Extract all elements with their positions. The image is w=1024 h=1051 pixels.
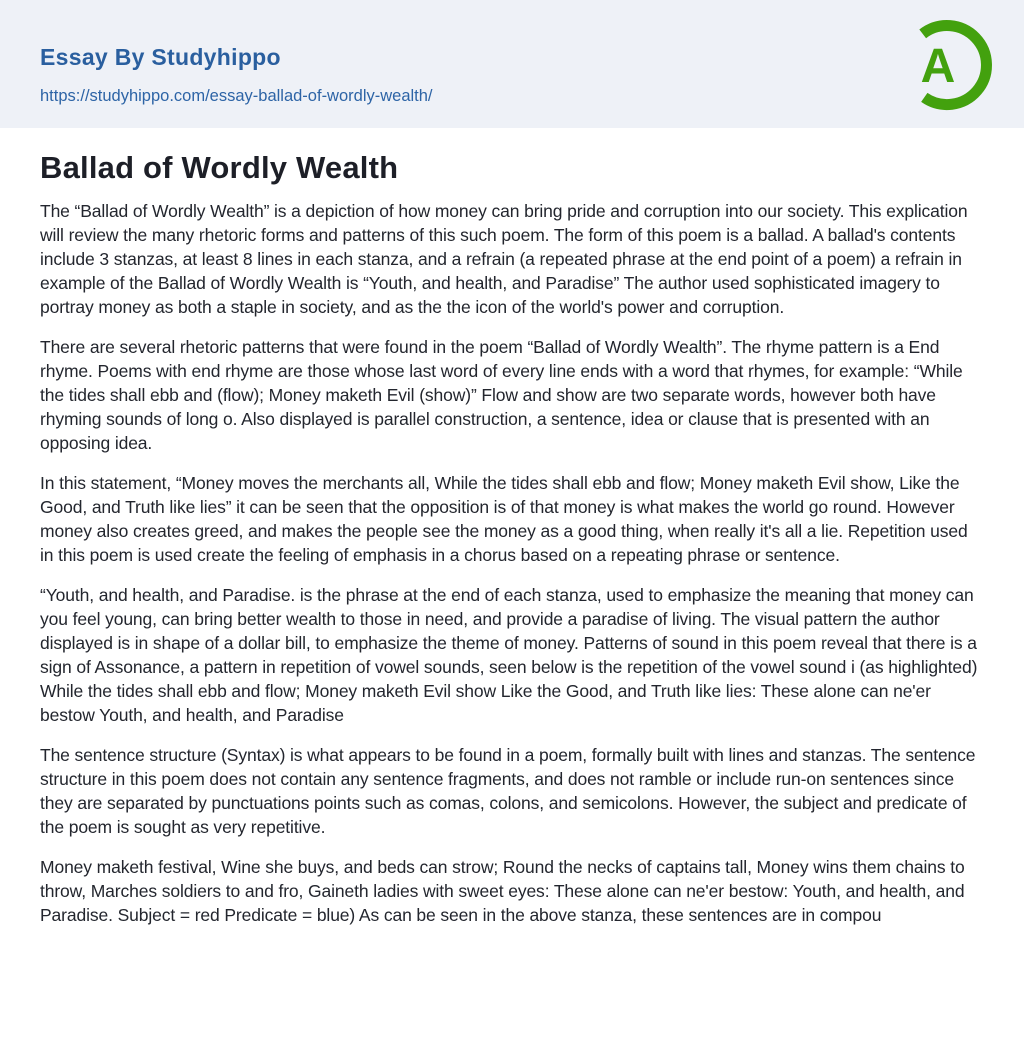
article-content [0, 128, 1024, 927]
essay-body [40, 199, 984, 927]
page-url-link[interactable]: https://studyhippo.com/essay-ballad-of-wordly-wealth/ [40, 87, 433, 105]
essay-paragraph: The sentence structure (Syntax) is what appears to be found in a poem, formally built with lines and stanzas. The sentence structure in this poem does not contain any sentence fragments, and does not ramble or include run-on sentences since they are separated by punctuations points such as comas, colons, and semicolons. However, the subject and predicate of the poem is sought as very repetitive. [40, 745, 976, 837]
page-header [0, 0, 1024, 128]
logo-letter: A [920, 40, 956, 93]
essay-paragraph: “Youth, and health, and Paradise. is the phrase at the end of each stanza, used to emphasize the meaning that money can you feel young, can bring better wealth to those in need, and provide a paradise of living. The visual pattern the author displayed is in shape of a dollar bill, to emphasize the theme of money. Patterns of sound in this poem reveal that there is a sign of Assonance, a pattern in repetition of vowel sounds, seen below is the repetition of the vowel sound i (as highlighted) While the tides shall ebb and flow; Money maketh Evil show Like the Good, and Truth like lies: These alone can ne'er bestow Youth, and health, and Paradise [40, 585, 978, 725]
essay-paragraph: The “Ballad of Wordly Wealth” is a depiction of how money can bring pride and corruption into our society. This explication will review the many rhetoric forms and patterns of this such poem. The form of this poem is a ballad. A ballad's contents include 3 stanzas, at least 8 lines in each stanza, and a refrain (a repeated phrase at the end point of a poem) a refrain in example of the Ballad of Wordly Wealth is “Youth, and health, and Paradise” The author used sophisticated imagery to portray money as both a staple in society, and as the the icon of the world's power and corruption. [40, 201, 968, 317]
site-label: Essay By Studyhippo [40, 44, 281, 70]
studyhippo-logo [901, 19, 993, 111]
essay-paragraph: In this statement, “Money moves the merchants all, While the tides shall ebb and flow; Money maketh Evil show, Like the Good, and Truth like lies” it can be seen that the opposition is of that money is what makes the world go round. However money also creates greed, and makes the people see the money as a good thing, when really it's all a lie. Repetition used in this poem is used create the feeling of emphasis in a chorus based on a repeating phrase or sentence. [40, 473, 968, 565]
essay-paragraph: Money maketh festival, Wine she buys, and beds can strow; Round the necks of captains tall, Money wins them chains to throw, Marches soldiers to and fro, Gaineth ladies with sweet eyes: These alone can ne'er bestow: Youth, and health, and Paradise. Subject = red Predicate = blue) As can be seen in the above stanza, these sentences are in compou [40, 857, 965, 925]
article-title: Ballad of Wordly Wealth [40, 150, 399, 185]
essay-paragraph: There are several rhetoric patterns that were found in the poem “Ballad of Wordly Wealth”. The rhyme pattern is a End rhyme. Poems with end rhyme are those whose last word of every line ends with a word that rhymes, for example: “While the tides shall ebb and (flow); Money maketh Evil (show)” Flow and show are two separate words, however both have rhyming sounds of long o. Also displayed is parallel construction, a sentence, idea or clause that is presented with an opposing idea. [40, 337, 963, 453]
